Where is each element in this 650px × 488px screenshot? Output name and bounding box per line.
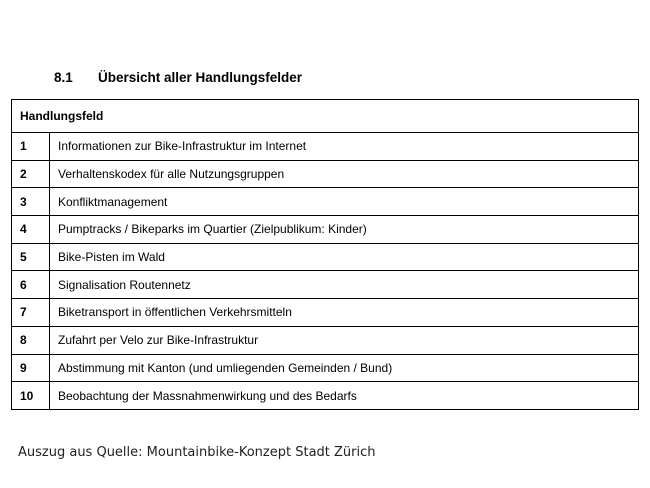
- row-number: 5: [12, 243, 50, 271]
- row-text: Verhaltenskodex für alle Nutzungsgruppen: [50, 160, 639, 188]
- row-number: 1: [12, 133, 50, 161]
- row-number: 6: [12, 271, 50, 299]
- row-text: Bike-Pisten im Wald: [50, 243, 639, 271]
- table-row: [12, 382, 639, 410]
- table-row: [12, 133, 639, 161]
- table-row: [12, 216, 639, 244]
- action-fields-table: [11, 99, 639, 410]
- row-number: 9: [12, 354, 50, 382]
- row-number: 4: [12, 216, 50, 244]
- row-number: 10: [12, 382, 50, 410]
- row-number: 7: [12, 299, 50, 327]
- row-text: Informationen zur Bike-Infrastruktur im Internet: [50, 133, 639, 161]
- section-title: Übersicht aller Handlungsfelder: [98, 70, 303, 85]
- row-text: Signalisation Routennetz: [50, 271, 639, 299]
- row-text: Konfliktmanagement: [50, 188, 639, 216]
- table-row: [12, 243, 639, 271]
- table-row: [12, 299, 639, 327]
- table-row: [12, 326, 639, 354]
- table-row: [12, 354, 639, 382]
- row-text: Biketransport in öffentlichen Verkehrsmitteln: [50, 299, 639, 327]
- source-caption: Auszug aus Quelle: Mountainbike-Konzept Stadt Zürich: [18, 445, 376, 460]
- table-header-row: [12, 100, 639, 133]
- row-number: 2: [12, 160, 50, 188]
- section-heading: [54, 70, 302, 85]
- section-number: 8.1: [54, 70, 73, 85]
- row-text: Pumptracks / Bikeparks im Quartier (Zielpublikum: Kinder): [50, 216, 639, 244]
- row-text: Beobachtung der Massnahmenwirkung und des Bedarfs: [50, 382, 639, 410]
- table-row: [12, 160, 639, 188]
- table-header: Handlungsfeld: [12, 100, 639, 133]
- table-row: [12, 188, 639, 216]
- row-number: 3: [12, 188, 50, 216]
- table-row: [12, 271, 639, 299]
- row-text: Abstimmung mit Kanton (und umliegenden Gemeinden / Bund): [50, 354, 639, 382]
- row-number: 8: [12, 326, 50, 354]
- row-text: Zufahrt per Velo zur Bike-Infrastruktur: [50, 326, 639, 354]
